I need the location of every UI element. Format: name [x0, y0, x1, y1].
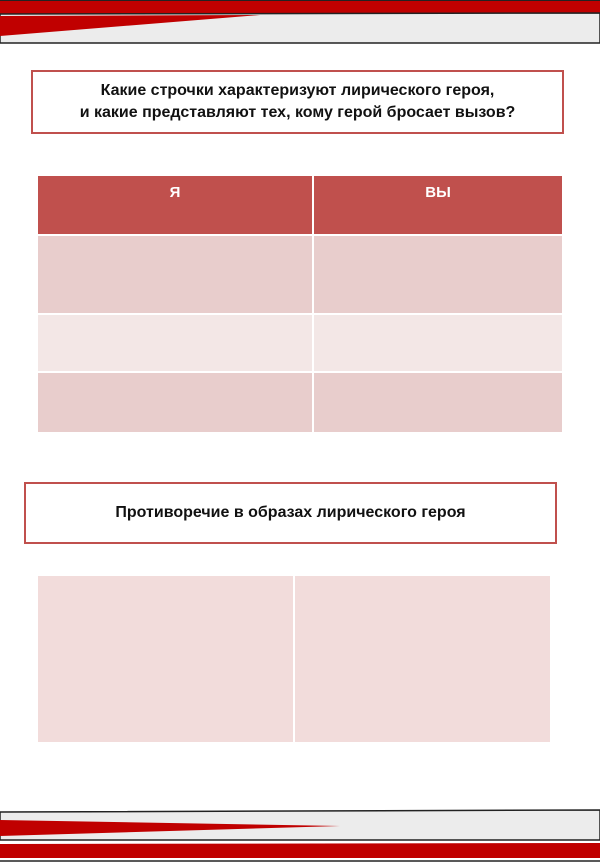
table-cell-r1-you[interactable]	[314, 236, 562, 313]
contradiction-cell-left[interactable]	[38, 576, 293, 742]
table-cell-r2-you[interactable]	[314, 315, 562, 371]
table-cell-r3-you[interactable]	[314, 373, 562, 432]
contradiction-cell-right[interactable]	[295, 576, 550, 742]
table-cell-r3-me[interactable]	[38, 373, 312, 432]
question-line-1: Какие строчки характеризуют лирического героя,	[100, 82, 495, 99]
question-line-2: и какие представляют тех, кому герой бросает вызов?	[79, 104, 516, 121]
table-cell-r2-me[interactable]	[38, 315, 312, 371]
table-cell-r1-me[interactable]	[38, 236, 312, 313]
contradiction-title-box	[24, 482, 557, 544]
header-me: Я	[38, 176, 312, 234]
question-box	[31, 70, 564, 134]
contradiction-table	[38, 576, 550, 742]
bottom-banner	[0, 806, 600, 864]
header-you: ВЫ	[314, 176, 562, 234]
contradiction-title: Противоречие в образах лирического героя	[115, 504, 466, 521]
top-banner	[0, 0, 600, 46]
me-you-table	[38, 176, 562, 434]
